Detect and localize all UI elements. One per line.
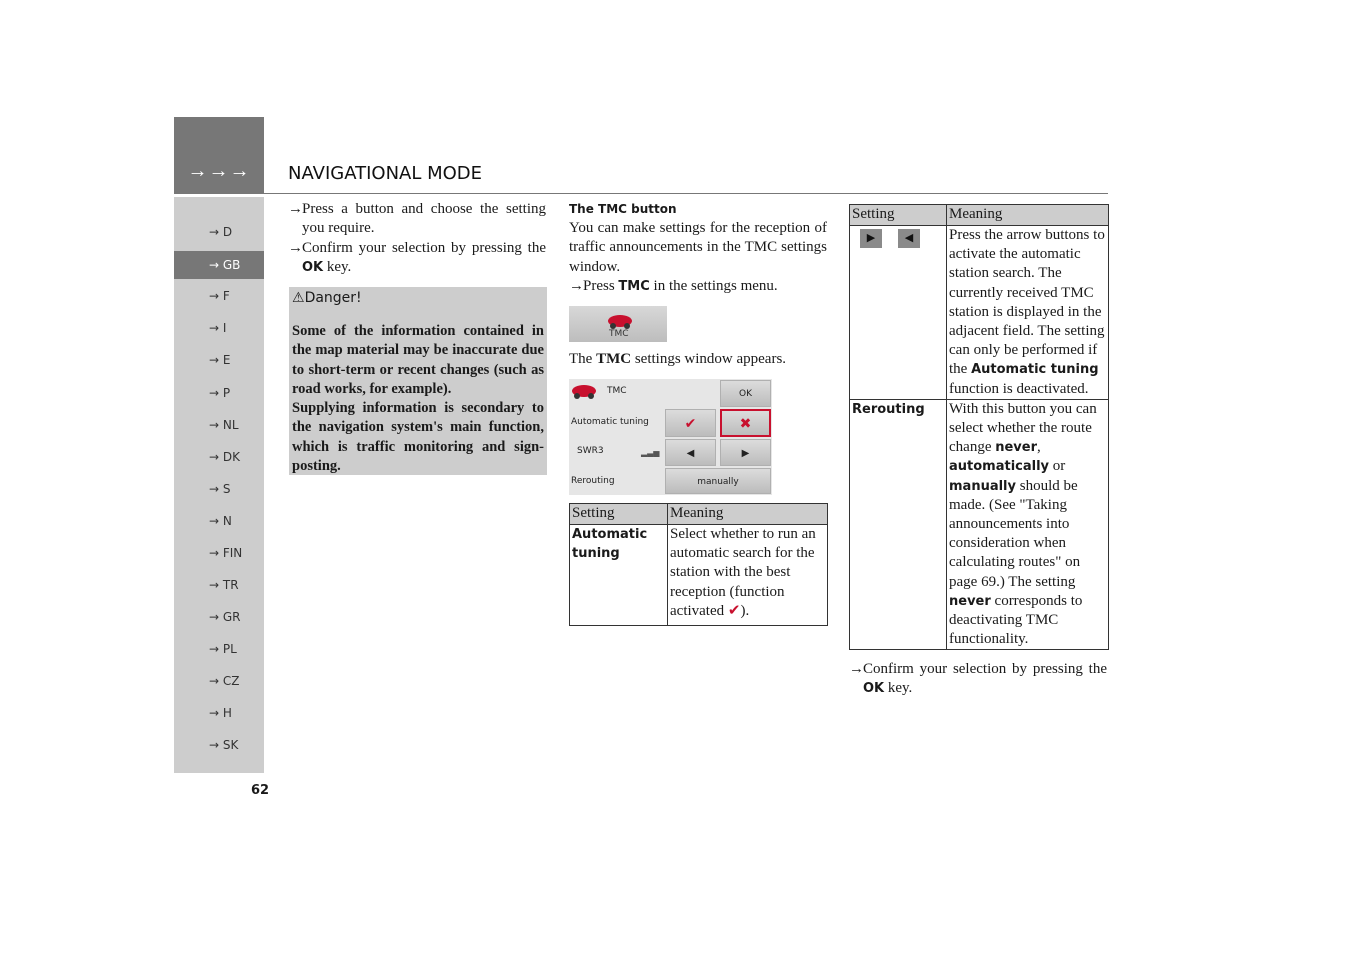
sidebar-item-e[interactable]: → E xyxy=(209,353,231,367)
arrow-icon: → xyxy=(849,661,864,677)
tmc-key-label: TMC xyxy=(618,278,650,294)
sidebar-item-gr[interactable]: → GR xyxy=(209,610,241,624)
step-confirm xyxy=(288,239,546,278)
danger-heading xyxy=(292,288,544,322)
meaning-text: corresponds to deactivating TMC functionality. xyxy=(949,592,1083,648)
sidebar-item-n[interactable]: → N xyxy=(209,514,232,528)
danger-body xyxy=(292,322,544,476)
meaning-text: Press the arrow buttons to activate the automatic station search. The currently received TMC station is displayed in the adjacent field. The setting can only be performed if the xyxy=(949,227,1105,378)
danger-box xyxy=(289,287,547,475)
sidebar-item-cz[interactable]: → CZ xyxy=(209,674,240,688)
table-cell-meaning xyxy=(668,525,828,626)
table-header: Meaning xyxy=(668,504,828,525)
step-text-end: key. xyxy=(887,680,913,697)
ok-key-label: OK xyxy=(863,681,885,697)
key-label: never xyxy=(995,440,1038,456)
meaning-text: function is deactivated. xyxy=(949,380,1089,397)
signal-icon: ▂▃▅ xyxy=(641,448,660,457)
sidebar-item-h[interactable]: → H xyxy=(209,706,232,720)
meaning-text: should be made. (See "Taking announcements into consideration when calculating routes" on page 69.) The setting xyxy=(949,477,1081,590)
warning-triangle-icon: ⚠ xyxy=(292,290,305,306)
sidebar-item-tr[interactable]: → TR xyxy=(209,578,239,592)
meaning-text-end: ). xyxy=(740,602,750,619)
sidebar-item-i[interactable]: → I xyxy=(209,321,227,335)
step-press-tmc xyxy=(569,277,827,296)
station-right-button[interactable] xyxy=(720,439,771,466)
table-header: Setting xyxy=(570,504,668,525)
header-divider xyxy=(174,193,1108,194)
arrow-icon: → xyxy=(288,239,303,256)
checkmark-icon: ✔ xyxy=(727,602,741,619)
arrow-right-icon: ▶ xyxy=(860,229,882,248)
danger-paragraph: Supplying information is secondary to the navigation system's main function, which is traffic monitoring and sign-posting. xyxy=(292,400,544,475)
sidebar-item-d[interactable]: → D xyxy=(209,225,233,239)
car-icon xyxy=(605,310,635,330)
tmc-button-label: TMC xyxy=(609,329,629,339)
key-label: Automatic tuning xyxy=(971,362,1099,378)
station-label: SWR3 xyxy=(577,446,604,456)
page-title: NAVIGATIONAL MODE xyxy=(288,163,483,184)
column-1-steps xyxy=(288,200,546,277)
table-header: Meaning xyxy=(947,205,1109,226)
section-heading: The TMC button xyxy=(569,202,677,216)
tmc-settings-screen xyxy=(569,379,772,495)
step-text: Press a button and choose the setting you require. xyxy=(302,201,546,237)
step-text: Confirm your selection by pressing the xyxy=(302,239,546,256)
table-cell-meaning: With this button you can select whether the route change never, automatically or manually should be made. (See "Taking announcements into consideration when calculating routes" on page 69.) The setting never corresponds to deactivating TMC functionality. xyxy=(947,399,1109,650)
tmc-intro xyxy=(569,219,827,296)
ok-button[interactable]: OK xyxy=(720,380,771,407)
station-left-button[interactable] xyxy=(665,439,716,466)
tmc-button-image[interactable] xyxy=(569,306,667,342)
checkmark-button[interactable] xyxy=(665,409,716,437)
arrow-icon: → xyxy=(569,277,584,294)
danger-paragraph: Some of the information contained in the map material may be inaccurate due to short-term or recent changes (such as road works, for example). xyxy=(292,323,544,397)
settings-table-2 xyxy=(849,204,1109,650)
step-text-end: key. xyxy=(326,258,352,275)
key-label: automatically xyxy=(949,459,1050,475)
arrow-left-icon: ◀ xyxy=(686,448,695,459)
meaning-text: With this button you can select whether the route change xyxy=(949,400,1097,456)
text: settings window appears. xyxy=(634,351,787,367)
text-bold: TMC xyxy=(596,351,632,367)
arrow-left-icon: ◀ xyxy=(898,229,920,248)
intro-text: You can make settings for the reception of traffic announcements in the TMC settings window. xyxy=(569,220,827,275)
step-text: Confirm your selection by pressing the xyxy=(863,661,1107,677)
danger-title: Danger! xyxy=(304,290,362,306)
automatic-tuning-label: Automatic tuning xyxy=(571,417,649,427)
table-cell-arrow-buttons xyxy=(850,226,947,400)
table-header: Setting xyxy=(850,205,947,226)
sidebar-item-p[interactable]: → P xyxy=(209,386,231,400)
ok-key-label: OK xyxy=(302,259,324,275)
sidebar-item-s[interactable]: → S xyxy=(209,482,231,496)
table-cell-setting: Automatic tuning xyxy=(570,525,668,626)
arrow-right-icon: ▶ xyxy=(741,448,750,459)
table-cell-meaning xyxy=(947,226,1109,400)
sidebar-item-fin[interactable]: → FIN xyxy=(209,546,243,560)
sidebar-item-dk[interactable]: → DK xyxy=(209,450,240,464)
table-cell-setting: Rerouting xyxy=(850,399,947,650)
key-label: never xyxy=(949,593,991,609)
meaning-text: Select whether to run an automatic search for the station with the best reception (function activated xyxy=(670,526,816,619)
step-text: Press xyxy=(583,277,615,294)
step-press-button xyxy=(288,200,546,239)
step-text-end: in the settings menu. xyxy=(653,277,778,294)
language-sidebar xyxy=(174,197,264,773)
sidebar-item-nl[interactable]: → NL xyxy=(209,418,239,432)
text: The xyxy=(569,351,593,367)
meaning-text: or xyxy=(1052,458,1066,475)
cross-icon: ✖ xyxy=(739,416,752,432)
column-3-step xyxy=(849,660,1107,699)
cross-button[interactable] xyxy=(720,409,771,437)
sidebar-item-pl[interactable]: → PL xyxy=(209,642,237,656)
sidebar-item-f[interactable]: → F xyxy=(209,289,230,303)
rerouting-label: Rerouting xyxy=(571,476,615,486)
page-number: 62 xyxy=(251,783,270,798)
arrow-icon: → xyxy=(288,201,303,217)
sidebar-item-sk[interactable]: → SK xyxy=(209,738,239,752)
car-icon xyxy=(570,382,598,400)
header-arrows: →→→ xyxy=(187,160,251,182)
checkmark-icon: ✔ xyxy=(684,416,697,432)
sidebar-item-gb[interactable]: → GB xyxy=(174,251,264,279)
screen-title: TMC xyxy=(607,386,627,396)
step-confirm xyxy=(849,660,1107,699)
key-label: manually xyxy=(949,478,1016,494)
window-appears-text xyxy=(569,350,827,369)
rerouting-select[interactable]: manually xyxy=(665,468,771,494)
settings-table-1 xyxy=(569,503,828,626)
